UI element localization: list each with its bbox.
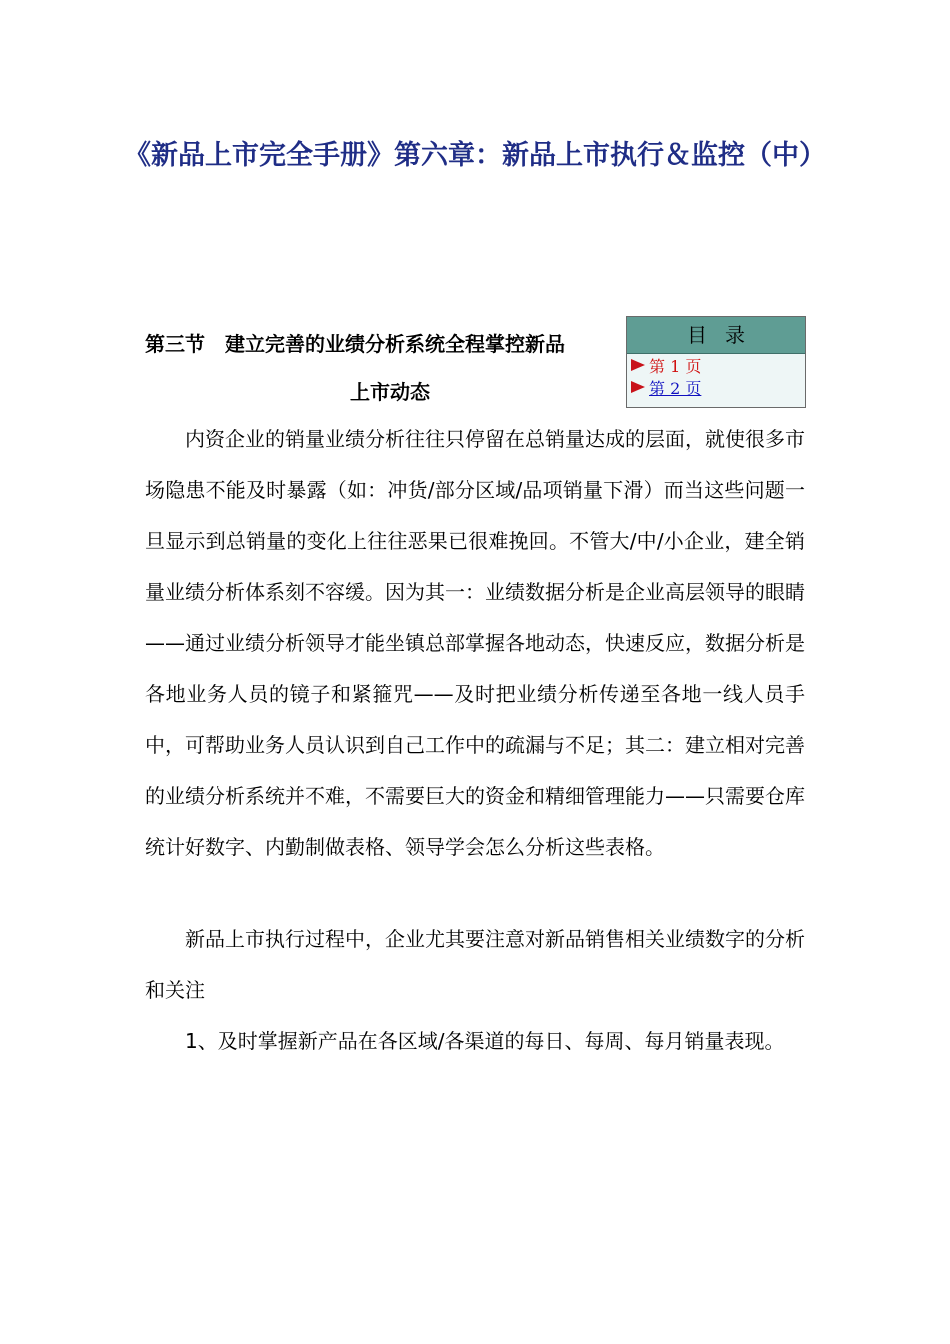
table-of-contents <box>626 316 806 408</box>
arrow-right-icon <box>631 381 645 393</box>
paragraph: 新品上市执行过程中，企业尤其要注意对新品销售相关业绩数字的分析和关注 <box>145 927 805 1002</box>
toc-item-page-2[interactable] <box>631 376 805 398</box>
section-heading-line1: 第三节 建立完善的业绩分析系统全程掌控新品 <box>145 332 565 356</box>
paragraph: 1、及时掌握新产品在各区域/各渠道的每日、每周、每月销量表现。 <box>185 1029 785 1053</box>
toc-item-label: 第 1 页 <box>649 356 702 376</box>
section-heading <box>145 320 625 416</box>
toc-link-page-2[interactable]: 第 2 页 <box>649 378 702 398</box>
toc-header: 目录 <box>627 317 805 354</box>
arrow-right-icon <box>631 359 645 371</box>
section-heading-line2: 上市动态 <box>350 380 430 404</box>
paragraph: 内资企业的销量业绩分析往往只停留在总销量达成的层面，就使很多市场隐患不能及时暴露（如：冲货/部分区域/品项销量下滑）而当这些问题一旦显示到总销量的变化上往往恶果已很难挽回。不管大/中/小企业，建全销量业绩分析体系刻不容缓。因为其一：业绩数据分析是企业高层领导的眼睛——通过业绩分析领导才能坐镇总部掌握各地动态，快速反应，数据分析是各地业务人员的镜子和紧箍咒——及时把业绩分析传递至各地一线人员手中，可帮助业务人员认识到自己工作中的疏漏与不足；其二：建立相对完善的业绩分析系统并不难，不需要巨大的资金和精细管理能力——只需要仓库统计好数字、内勤制做表格、领导学会怎么分析这些表格。 <box>145 427 805 859</box>
toc-item-page-1[interactable] <box>631 354 805 376</box>
document-title: 《新品上市完全手册》第六章：新品上市执行＆监控（中） <box>124 140 826 171</box>
